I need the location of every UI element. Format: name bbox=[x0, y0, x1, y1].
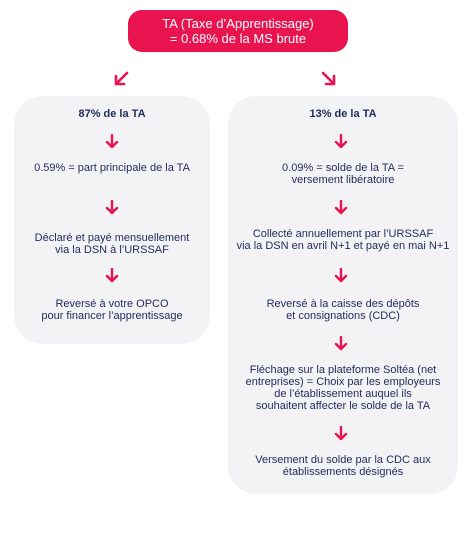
arrow-down-icon bbox=[334, 200, 348, 216]
left-step-2: Déclaré et payé mensuellement via la DSN à l’URSSAF bbox=[34, 232, 190, 256]
right-panel-title: 13% de la TA bbox=[309, 108, 377, 120]
left-panel bbox=[14, 96, 210, 344]
arrow-down-icon bbox=[334, 336, 348, 352]
arrow-down-icon bbox=[105, 134, 119, 150]
right-panel bbox=[228, 96, 458, 494]
arrow-down-icon bbox=[334, 134, 348, 150]
arrow-down-icon bbox=[334, 268, 348, 284]
left-panel-title: 87% de la TA bbox=[78, 108, 146, 120]
left-step-3: Reversé à votre OPCO pour financer l’apprentissage bbox=[41, 298, 183, 322]
arrow-down-icon bbox=[334, 426, 348, 442]
right-step-1: 0.09% = solde de la TA = versement libératoire bbox=[282, 162, 404, 186]
arrow-down-left-icon bbox=[112, 70, 130, 88]
right-step-3: Reversé à la caisse des dépôts et consignations (CDC) bbox=[266, 298, 420, 322]
header-line-1: TA (Taxe d’Apprentissage) bbox=[162, 16, 314, 31]
right-step-5: Versement du solde par la CDC aux établissements désignés bbox=[255, 454, 431, 478]
right-step-4: Fléchage sur la plateforme Soltéa (net entreprises) = Choix par les employeurs de l’établissement auquel ils souhaitent affecter le solde de la TA bbox=[245, 364, 441, 412]
right-step-2: Collecté annuellement par l’URSSAF via la DSN en avril N+1 et payé en mai N+1 bbox=[236, 228, 450, 252]
arrow-down-icon bbox=[105, 200, 119, 216]
left-step-1: 0.59% = part principale de la TA bbox=[34, 162, 190, 174]
arrow-down-icon bbox=[105, 268, 119, 284]
header-pill bbox=[128, 10, 348, 52]
header-line-2: = 0.68% de la MS brute bbox=[169, 31, 307, 46]
arrow-down-right-icon bbox=[320, 70, 338, 88]
